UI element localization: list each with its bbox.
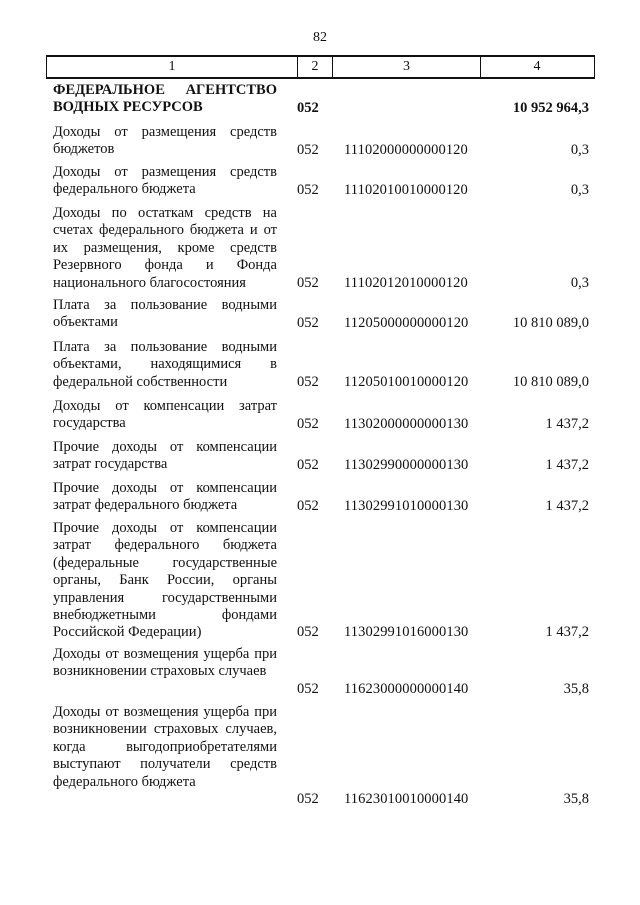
row-org-code: 052 [297, 456, 319, 473]
row-name: Доходы от возмещения ущерба при возникновении страховых случаев, когда выгодоприобретателями выступают получатели средств федерального бюджета [53, 704, 277, 790]
row-org-code: 052 [297, 274, 319, 291]
row-org-code: 052 [297, 497, 319, 514]
row-amount: 1 437,2 [545, 623, 589, 640]
row-classification-code: 11302991010000130 [344, 497, 469, 514]
column-header-3: 3 [403, 59, 410, 74]
table-row [0, 297, 640, 332]
row-name: ФЕДЕРАЛЬНОЕ АГЕНТСТВО ВОДНЫХ РЕСУРСОВ [53, 82, 277, 116]
table-row [0, 205, 640, 292]
table-row [0, 164, 640, 199]
column-header-2: 2 [311, 59, 319, 74]
row-classification-code: 11102000000000120 [344, 141, 468, 158]
page-number: 82 [313, 30, 327, 45]
row-name: Доходы от размещения средств бюджетов [53, 124, 277, 158]
row-name: Прочие доходы от компенсации затрат государства [53, 439, 277, 473]
row-amount: 1 437,2 [545, 456, 589, 473]
table-row [0, 520, 640, 641]
row-name: Плата за пользование водными объектами [53, 297, 277, 331]
row-org-code: 052 [297, 141, 319, 158]
row-org-code: 052 [297, 314, 319, 331]
table-row-agency [0, 82, 640, 117]
row-name: Плата за пользование водными объектами, находящимися в федеральной собственности [53, 339, 277, 390]
column-header-1: 1 [168, 59, 176, 74]
table-row [0, 398, 640, 433]
row-amount: 35,8 [563, 790, 589, 807]
table-row [0, 439, 640, 474]
row-amount: 10 952 964,3 [512, 99, 589, 116]
row-name: Прочие доходы от компенсации затрат федерального бюджета (федеральные государственные органы, Банк России, органы управления государственными внебюджетными фондами Российской Федерации) [53, 520, 277, 641]
row-org-code: 052 [297, 415, 319, 432]
row-classification-code: 11102010010000120 [344, 181, 468, 198]
row-classification-code: 11302991016000130 [344, 623, 469, 640]
table-row [0, 480, 640, 515]
row-classification-code: 11623010010000140 [344, 790, 469, 807]
table-row [0, 704, 640, 808]
row-amount: 1 437,2 [545, 415, 589, 432]
row-org-code: 052 [297, 680, 319, 697]
table-row [0, 646, 640, 698]
row-amount: 0,3 [570, 141, 589, 158]
row-amount: 0,3 [570, 181, 589, 198]
row-name: Доходы от возмещения ущерба при возникновении страховых случаев [53, 646, 277, 680]
row-name: Прочие доходы от компенсации затрат федерального бюджета [53, 480, 277, 514]
row-classification-code: 11623000000000140 [344, 680, 469, 697]
row-classification-code: 11205000000000120 [344, 314, 469, 331]
table-row [0, 124, 640, 159]
row-amount: 35,8 [563, 680, 589, 697]
row-amount: 1 437,2 [545, 497, 589, 514]
row-name: Доходы от размещения средств федерального бюджета [53, 164, 277, 198]
row-amount: 10 810 089,0 [512, 314, 589, 331]
row-name: Доходы от компенсации затрат государства [53, 398, 277, 432]
row-org-code: 052 [297, 623, 319, 640]
row-name: Доходы по остаткам средств на счетах федерального бюджета и от их размещения, кроме средств Резервного фонда и Фонда национального благосостояния [53, 205, 277, 291]
row-org-code: 052 [297, 373, 319, 390]
row-amount: 0,3 [570, 274, 589, 291]
row-amount: 10 810 089,0 [512, 373, 589, 390]
row-classification-code: 11205010010000120 [344, 373, 469, 390]
row-org-code: 052 [297, 99, 319, 116]
table-header [46, 55, 595, 79]
table-row [0, 339, 640, 391]
row-classification-code: 11102012010000120 [344, 274, 468, 291]
row-org-code: 052 [297, 790, 319, 807]
row-classification-code: 11302000000000130 [344, 415, 469, 432]
row-classification-code: 11302990000000130 [344, 456, 469, 473]
column-header-4: 4 [533, 59, 541, 74]
row-org-code: 052 [297, 181, 319, 198]
